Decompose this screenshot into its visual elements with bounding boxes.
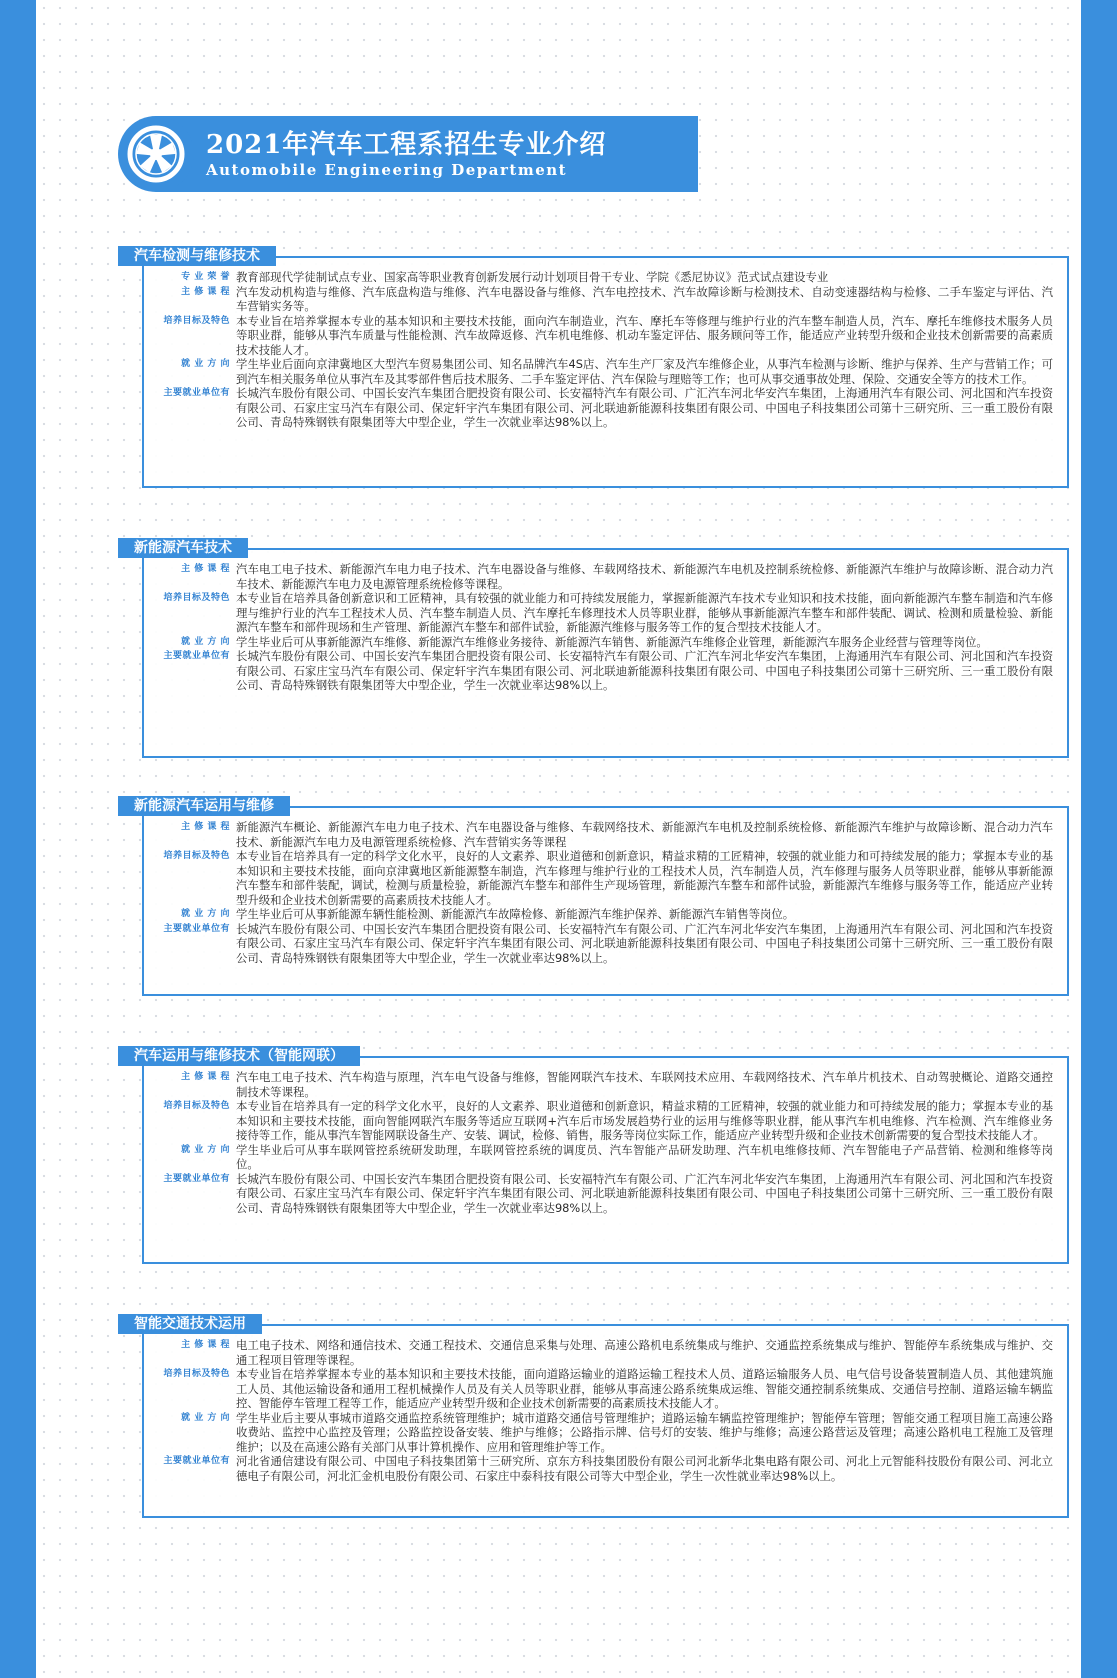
info-row	[152, 849, 1053, 907]
info-row	[152, 314, 1053, 358]
row-label: 主要就业单位有	[163, 651, 230, 661]
row-text: 长城汽车股份有限公司、中国长安汽车集团合肥投资有限公司、长安福特汽车有限公司、广汇汽车河北华安汽车集团，上海通用汽车有限公司、河北国和汽车投资有限公司、石家庄宝马汽车有限公司、保定轩宇汽车集团有限公司、河北联迪新能源科技集团有限公司、中国电子科技集团公司第十三研究所、三一重工股份有限公司、青岛特殊钢铁有限集团等大中型企业，学生一次就业率达98%以上。	[236, 649, 1053, 692]
row-label: 培养目标及特色	[163, 315, 230, 326]
section-content	[142, 806, 1069, 996]
info-row	[152, 649, 1053, 693]
info-row	[152, 270, 1053, 285]
info-row	[152, 386, 1053, 430]
title-banner	[156, 116, 698, 192]
row-label: 主 修 课 程	[181, 564, 230, 574]
row-label: 主要就业单位有	[163, 923, 230, 934]
row-text: 河北省通信建设有限公司、中国电子科技集团第十三研究所、京东方科技集团股份有限公司河北新华北集电路有限公司、河北上元智能科技股份有限公司、河北立德电子有限公司，河北汇金机电股份有限公司、石家庄中泰科技有限公司等大中型企业，学生一次性就业率达98%以上。	[236, 1454, 1053, 1483]
row-text: 汽车发动机构造与维修、汽车底盘构造与维修、汽车电器设备与维修、汽车电控技术、汽车故障诊断与检测技术、自动变速器结构与检修、二手车鉴定与评估、汽车营销实务等。	[236, 284, 1053, 313]
row-label: 培养目标及特色	[163, 1101, 230, 1111]
page-header	[118, 116, 698, 192]
info-row	[152, 285, 1053, 314]
row-label: 主 修 课 程	[181, 286, 230, 297]
row-text: 新能源汽车概论、新能源汽车电力电子技术、汽车电器设备与维修、车载网络技术、新能源汽车电机及控制系统检修、新能源汽车维护与故障诊断、混合动力汽车技术、新能源汽车电力及电源管理系统检修、汽车营销实务等课程	[236, 820, 1053, 849]
section-title: 汽车运用与维修技术（智能网联）	[118, 1046, 360, 1066]
row-label: 主要就业单位有	[163, 1456, 230, 1466]
row-text: 长城汽车股份有限公司、中国长安汽车集团合肥投资有限公司、长安福特汽车有限公司、广汇汽车河北华安汽车集团，上海通用汽车有限公司、河北国和汽车投资有限公司、石家庄宝马汽车有限公司、保定轩宇汽车集团有限公司、河北联迪新能源科技集团有限公司、中国电子科技集团公司第十三研究所、三一重工股份有限公司、青岛特殊钢铁有限集团等大中型企业，学生一次就业率达98%以上。	[236, 1171, 1053, 1215]
info-row	[152, 1338, 1053, 1367]
row-label: 主 修 课 程	[181, 1072, 230, 1082]
row-text: 学生毕业后主要从事城市道路交通监控系统管理维护；城市道路交通信号管理维护；道路运输车辆监控管理维护；智能停车管理；智能交通工程项目施工高速公路收费站、监控中心监控及管理；公路监控设备安装、维护与维修；公路指示牌、信号灯的安装、维护与维修；高速公路营运及管理；高速公路机电工程施工及管理维护；以及在高速公路有关部门从事计算机操作、应用和管理维护等工作。	[236, 1410, 1053, 1454]
row-text: 学生毕业后面向京津冀地区大型汽车贸易集团公司、知名品牌汽车4S店、汽车生产厂家及汽车维修企业，从事汽车检测与诊断、维护与保养、生产与营销工作；可到汽车相关服务单位从事汽车及其零部件售后技术服务、二手车鉴定评估、汽车保险与理赔等工作；也可从事交通事故处理、保险、交通安全等方的技术工作。	[236, 357, 1053, 386]
row-text: 学生毕业后可从事车联网管控系统研发助理，车联网管控系统的调度员、汽车智能产品研发助理、汽车机电维修技师、汽车智能电子产品营销、检测和维修等岗位。	[236, 1142, 1053, 1171]
info-row	[152, 1099, 1053, 1143]
row-text: 汽车电工电子技术、新能源汽车电力电子技术、汽车电器设备与维修、车载网络技术、新能源汽车电机及控制系统检修、新能源汽车维护与故障诊断、混合动力汽车技术、新能源汽车电力及电源管理系统检修等课程。	[236, 562, 1053, 591]
row-text: 长城汽车股份有限公司、中国长安汽车集团合肥投资有限公司、长安福特汽车有限公司、广汇汽车河北华安汽车集团，上海通用汽车有限公司、河北国和汽车投资有限公司、石家庄宝马汽车有限公司、保定轩宇汽车集团有限公司、河北联迪新能源科技集团有限公司、中国电子科技集团公司第十三研究所、三一重工股份有限公司、青岛特殊钢铁有限集团等大中型企业，学生一次就业率达98%以上。	[236, 921, 1053, 965]
row-text: 本专业旨在培养掌握本专业的基本知识和主要技术技能，面向汽车制造业，汽车、摩托车等修理与维护行业的汽车整车制造人员，汽车、摩托车维修技术服务人员等职业群，能够从事汽车质量与性能检测、汽车故障返修、汽车机电维修、机动车鉴定评估、服务顾问等工作，能适应产业转型升级和企业技术创新需要的高素质技术技能人才。	[236, 313, 1053, 357]
section-content	[142, 1056, 1069, 1264]
row-label: 主 修 课 程	[181, 822, 230, 832]
section-content	[142, 256, 1069, 488]
row-text: 长城汽车股份有限公司、中国长安汽车集团合肥投资有限公司、长安福特汽车有限公司、广汇汽车河北华安汽车集团，上海通用汽车有限公司、河北国和汽车投资有限公司、石家庄宝马汽车有限公司、保定轩宇汽车集团有限公司、河北联迪新能源科技集团有限公司、中国电子科技集团公司第十三研究所、三一重工股份有限公司、青岛特殊钢铁有限集团等大中型企业，学生一次就业率达98%以上。	[236, 386, 1053, 429]
row-text: 本专业旨在培养具备创新意识和工匠精神，具有较强的就业能力和可持续发展能力，掌握新能源汽车技术专业知识和技术技能，面向新能源汽车整车制造和汽车修理与维护行业的汽车工程技术人员、汽车整车制造人员、汽车摩托车修理技术人员等职业群，能够从事新能源汽车整车和部件装配、调试、检测和质量检验、新能源汽车整车和部件现场和生产管理、新能源汽车整车和部件试验，新能源汽维修与服务等工作的复合型技术技能人才。	[236, 591, 1053, 634]
wheel-icon	[118, 116, 194, 192]
row-label: 主 修 课 程	[181, 1340, 230, 1350]
row-label: 主要就业单位有	[163, 1173, 230, 1184]
row-text: 教育部现代学徒制试点专业、国家高等职业教育创新发展行动计划项目骨干专业、学院《悉尼协议》范式试点建设专业	[236, 270, 829, 284]
info-row	[152, 357, 1053, 386]
info-row	[152, 1411, 1053, 1455]
info-row	[152, 562, 1053, 591]
row-text: 汽车电工电子技术、汽车构造与原理，汽车电气设备与维修，智能网联汽车技术、车联网技术应用、车载网络技术、汽车单片机技术、自动驾驶概论、道路交通控制技术等课程。	[236, 1070, 1053, 1099]
info-row	[152, 1454, 1053, 1483]
row-label: 培养目标及特色	[163, 593, 230, 603]
row-label: 就 业 方 向	[181, 636, 230, 647]
section-title: 智能交通技术运用	[118, 1314, 262, 1334]
info-row	[152, 1172, 1053, 1216]
info-row	[152, 907, 1053, 922]
page-subtitle: Automobile Engineering Department	[206, 161, 568, 179]
row-text: 电工电子技术、网络和通信技术、交通工程技术、交通信息采集与处理、高速公路机电系统集成与维护、交通监控系统集成与维护、智能停车系统集成与维护、交通工程项目管理等课程。	[236, 1338, 1053, 1367]
row-label: 就 业 方 向	[181, 1412, 230, 1423]
row-text: 学生毕业后可从事新能源车辆性能检测、新能源汽车故障检修、新能源汽车维护保养、新能源汽车销售等岗位。	[236, 907, 795, 921]
info-row	[152, 591, 1053, 635]
row-label: 专 业 荣 誉	[181, 272, 230, 282]
section-title: 新能源汽车技术	[118, 538, 248, 558]
row-label: 培养目标及特色	[163, 1369, 230, 1379]
info-row	[152, 1143, 1053, 1172]
row-text: 本专业旨在培养具有一定的科学文化水平，良好的人文素养、职业道德和创新意识，精益求精的工匠精神，较强的就业能力和可持续发展的能力；掌握本专业的基本知识和主要技术技能，面向京津冀地区新能源整车制造，汽车修理与维护行业的工程技术人员，汽车制造人员，汽车修理与服务人员等职业群，能够从事新能源汽车整车和部件装配，调试，检测与质量检验，新能源汽车整车和部件生产现场管理，新能源汽车整车和部件试验，新能源汽车维修与服务等工作，能适应产业转型升级和企业技术创新需要的高素质技术技能人才。	[236, 849, 1053, 907]
row-label: 培养目标及特色	[163, 851, 230, 861]
section-title: 汽车检测与维修技术	[118, 246, 276, 266]
info-row	[152, 1367, 1053, 1411]
row-text: 学生毕业后可从事新能源汽车维修、新能源汽车维修业务接待、新能源汽车销售、新能源汽车维修企业管理，新能源汽车服务企业经营与管理等岗位。	[236, 634, 988, 649]
page-title: 2021年汽车工程系招生专业介绍	[206, 130, 607, 160]
info-row	[152, 635, 1053, 650]
info-row	[152, 922, 1053, 966]
row-text: 本专业旨在培养掌握本专业的基本知识和主要技术技能，面向道路运输业的道路运输工程技术人员、道路运输服务人员、电气信号设备装置制造人员、其他建筑施工人员、其他运输设备和通用工程机械操作人员及有关人员等职业群，能够从事高速公路系统集成运维、智能交通控制系统集成、交通信号控制、道路运输车辆监控、智能停车管理工程等工作，能适应产业转型升级和企业技术创新需要的高素质技术技能人才。	[236, 1367, 1053, 1410]
section-title: 新能源汽车运用与维修	[118, 796, 290, 816]
row-label: 就 业 方 向	[181, 909, 230, 919]
section-content	[142, 548, 1069, 758]
page	[36, 0, 1081, 1678]
row-label: 就 业 方 向	[181, 359, 230, 369]
info-row	[152, 820, 1053, 849]
row-text: 本专业旨在培养具有一定的科学文化水平，良好的人文素养、职业道德和创新意识，精益求精的工匠精神，较强的就业能力和可持续发展的能力；掌握本专业的基本知识和主要技术技能，面向智能网联汽车服务等适应互联网+汽车后市场发展趋势行业的运用与维修等职业群，能从事汽车机电维修、汽车检测、汽车维修业务接待等工作，能从事汽车智能网联设备生产、安装、调试，检修、销售，服务等岗位实际工作，能适应产业转型升级和企业技术创新需要的复合型技术技能人才。	[236, 1099, 1053, 1142]
section-content	[142, 1324, 1069, 1518]
row-label: 主要就业单位有	[163, 388, 230, 398]
info-row	[152, 1070, 1053, 1099]
row-label: 就 业 方 向	[181, 1144, 230, 1155]
